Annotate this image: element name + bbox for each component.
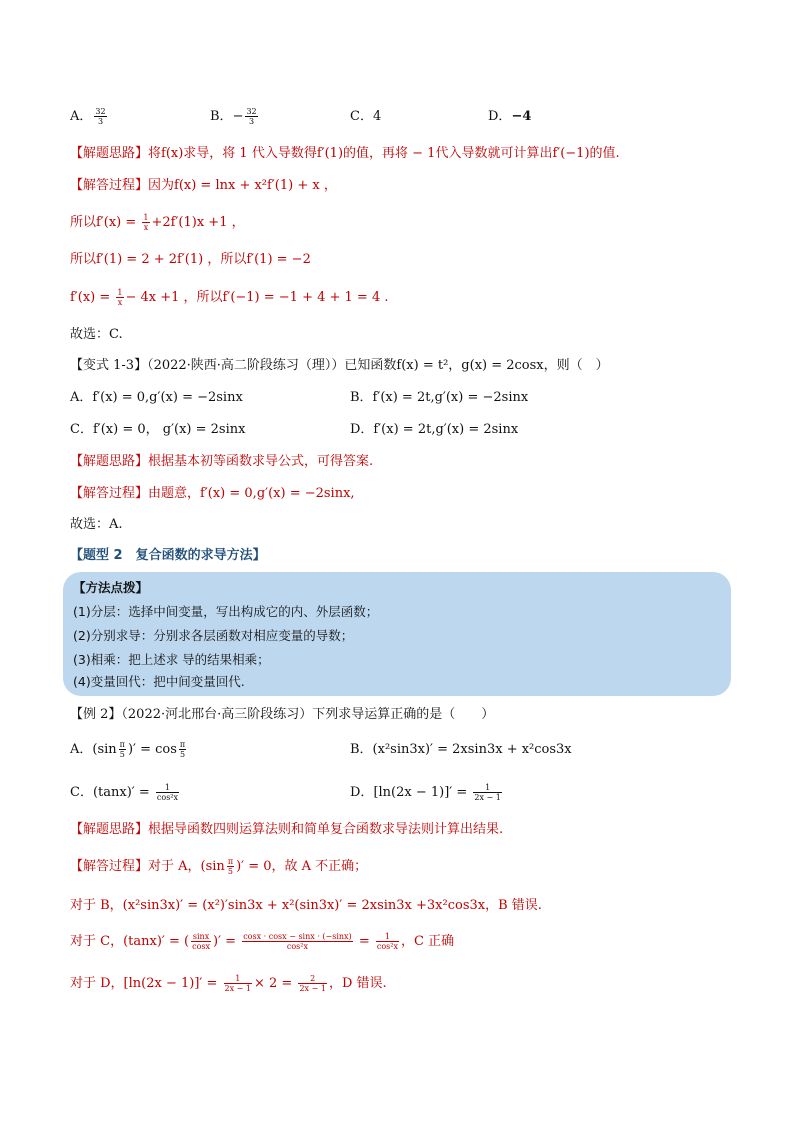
option-label: C． — [70, 785, 93, 800]
heading-text: 【题型 2 复合函数的求导方法】 — [70, 548, 266, 563]
denominator: 2x − 1 — [299, 984, 326, 993]
fraction — [224, 974, 252, 993]
question-stem: 【变式 1-3】（2022·陕西·高二阶段练习（理））已知函数f(x) = t²，g(x) = 2cosx，则（ ） — [70, 358, 609, 373]
fraction — [473, 783, 501, 802]
denominator: 3 — [97, 117, 104, 126]
q1-process — [70, 176, 337, 196]
thinking-label: 【解题思路】 — [70, 454, 149, 469]
numerator: 32 — [246, 107, 257, 116]
v13-option-c — [70, 420, 245, 440]
fraction — [116, 288, 123, 307]
step-text: = — [354, 934, 374, 949]
v13-answer — [70, 515, 123, 535]
option-text: D．f′(x) = 2t,g′(x) = 2sinx — [350, 422, 519, 437]
process-text: 因为f(x) = lnx + x²f′(1) + x ， — [148, 178, 337, 193]
numerator: 32 — [95, 107, 106, 116]
process-label: 【解答过程】 — [70, 486, 149, 501]
numerator: 1 — [143, 213, 149, 222]
process-text: 对于 A，(sin — [148, 859, 225, 874]
fraction — [227, 857, 234, 876]
denominator: 2x − 1 — [224, 984, 251, 993]
numerator: 1 — [156, 783, 179, 793]
expr-text: [ln(2x − 1)]′ = — [373, 785, 472, 800]
denominator: 3 — [249, 117, 255, 126]
method-title: 【方法点拨】 — [73, 580, 149, 595]
thinking-text: 根据基本初等函数求导公式，可得答案. — [148, 454, 374, 469]
denominator: cos²x — [156, 793, 179, 802]
ex2-option-b — [350, 740, 572, 760]
step-text: 对于 D，[ln(2x − 1)]′ = — [70, 976, 222, 991]
ex2-process — [70, 857, 367, 877]
numerator: 1 — [473, 783, 501, 793]
v13-stem — [70, 356, 609, 376]
v13-option-a — [70, 388, 243, 408]
ex2-thinking — [70, 820, 503, 840]
method-box — [63, 572, 731, 696]
denominator: 5 — [119, 750, 125, 759]
step-text: )′ = — [213, 934, 241, 949]
fraction — [142, 213, 149, 232]
fraction — [242, 932, 352, 951]
expr-text: )′ = cos — [127, 742, 177, 757]
step-text: × 2 = — [254, 976, 297, 991]
thinking-text: 根据导函数四则运算法则和简单复合函数求导法则计算出结果. — [148, 822, 504, 837]
numerator: sinx — [192, 932, 210, 941]
q1-step1 — [70, 213, 245, 233]
denominator: x — [117, 298, 123, 307]
option-label: A． — [70, 109, 93, 124]
q1-option-c — [350, 107, 381, 127]
ex2-option-c — [70, 783, 181, 803]
option-label: B． — [210, 109, 233, 124]
ex2-step-c — [70, 932, 454, 952]
numerator: 1 — [376, 932, 399, 942]
method-item-2: (2)分别求导：分别求各层函数对相应变量的导数； — [73, 628, 354, 643]
step-text: − 4x +1 ，所以f′(−1) = −1 + 4 + 1 = 4 . — [125, 290, 389, 305]
option-label: D． — [350, 785, 374, 800]
denominator: x — [143, 223, 149, 232]
q1-answer — [70, 325, 123, 345]
minus-sign: − — [232, 109, 244, 124]
q1-option-d — [488, 107, 531, 127]
step-text: 所以f′(x) = — [70, 215, 141, 230]
step-text: 对于 B，(x²sin3x)′ = (x²)′sin3x + x²(sin3x)′ = 2xsin3x +3x²cos3x，B 错误. — [70, 898, 542, 913]
q1-step3 — [70, 288, 389, 308]
method-item-4: (4)变量回代：把中间变量回代. — [73, 674, 245, 689]
step-text: 对于 C，(tanx)′ = ( — [70, 934, 190, 949]
q1-option-a — [70, 107, 109, 127]
fraction — [156, 783, 179, 802]
option-label: C． — [350, 109, 373, 124]
step-text: ，D 错误. — [328, 976, 387, 991]
numerator: 2 — [298, 974, 326, 984]
option-text: B．f′(x) = 2t,g′(x) = −2sinx — [350, 390, 529, 405]
option-text: B．(x²sin3x)′ = 2xsin3x + x²cos3x — [350, 742, 572, 757]
fraction — [376, 932, 399, 951]
question-stem: 【例 2】（2022·河北邢台·高三阶段练习）下列求导运算正确的是（ ） — [70, 707, 495, 722]
denominator: 5 — [227, 867, 233, 876]
fraction — [191, 932, 211, 951]
process-label: 【解答过程】 — [70, 178, 149, 193]
ex2-stem — [70, 705, 494, 725]
denominator: 2x − 1 — [474, 793, 501, 802]
step-text: f′(x) = — [70, 290, 115, 305]
option-label: D． — [488, 109, 512, 124]
option-label: A． — [70, 742, 93, 757]
ex2-option-a — [70, 740, 188, 760]
denominator: 5 — [179, 750, 186, 759]
expr-text: (tanx)′ = — [92, 785, 154, 800]
fraction — [245, 107, 257, 126]
numerator: 1 — [117, 288, 123, 297]
step-text: +2f′(1)x +1 ， — [151, 215, 245, 230]
numerator: π — [179, 740, 186, 749]
q1-step2 — [70, 250, 311, 270]
denominator: cosx — [192, 942, 211, 951]
option-text: A．f′(x) = 0,g′(x) = −2sinx — [70, 390, 243, 405]
v13-process — [70, 484, 355, 504]
numerator: 1 — [224, 974, 252, 984]
step-text: ，C 正确 — [400, 934, 455, 949]
thinking-label: 【解题思路】 — [70, 822, 149, 837]
fraction — [179, 740, 186, 759]
step-text: 所以f′(1) = 2 + 2f′(1) ，所以f′(1) = −2 — [70, 252, 311, 267]
ex2-step-b — [70, 896, 542, 916]
denominator: cos²x — [376, 942, 398, 951]
answer-text: 故选：A. — [70, 517, 123, 532]
q1-thinking — [70, 144, 620, 164]
fraction — [298, 974, 326, 993]
ex2-step-d — [70, 974, 387, 994]
process-label: 【解答过程】 — [70, 859, 149, 874]
v13-option-b — [350, 388, 528, 408]
fraction — [94, 107, 106, 126]
v13-option-d — [350, 420, 518, 440]
thinking-label: 【解题思路】 — [70, 146, 149, 161]
expr-text: (sin — [92, 742, 117, 757]
option-text: C．f′(x) = 0， g′(x) = 2sinx — [70, 422, 246, 437]
fraction — [119, 740, 126, 759]
thinking-text: 将f(x)求导，将 1 代入导数得f′(1)的值，再将 − 1代入导数就可计算出f′(−1)的值. — [148, 146, 620, 161]
denominator: cos²x — [286, 942, 308, 951]
v13-thinking — [70, 452, 373, 472]
process-text: )′ = 0，故 A 不正确； — [236, 859, 368, 874]
answer-text: 故选：C. — [70, 327, 123, 342]
numerator: π — [227, 857, 234, 866]
method-item-3: (3)相乘：把上述求 导的结果相乘； — [73, 652, 270, 667]
process-text: 由题意，f′(x) = 0,g′(x) = −2sinx, — [148, 486, 355, 501]
option-value: −4 — [511, 109, 532, 124]
type2-heading — [70, 546, 266, 566]
numerator: cosx · cosx − sinx · (−sinx) — [243, 932, 352, 941]
q1-option-b — [210, 107, 260, 127]
numerator: π — [119, 740, 125, 749]
method-item-1: (1)分层：选择中间变量，写出构成它的内、外层函数； — [73, 604, 379, 619]
option-value: 4 — [372, 109, 382, 124]
ex2-option-d — [350, 783, 504, 803]
